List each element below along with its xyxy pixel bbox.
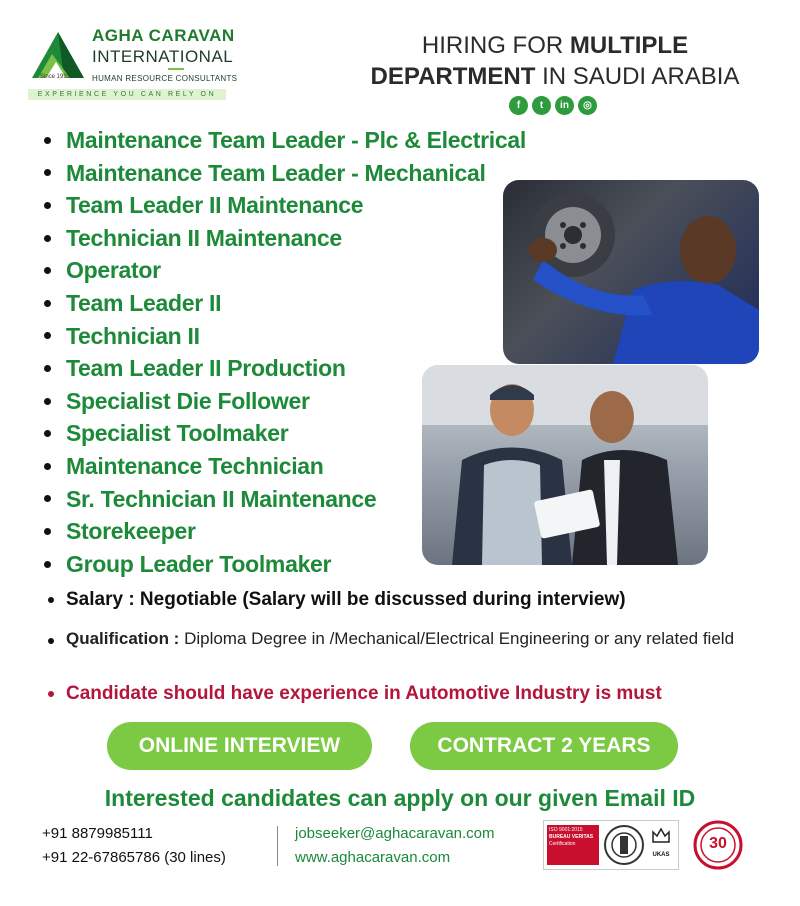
job-title: Sr. Technician II Maintenance xyxy=(66,485,377,512)
managers-illustration xyxy=(422,365,708,565)
twitter-icon[interactable]: t xyxy=(532,96,551,115)
bullet-icon xyxy=(44,463,51,470)
bullet-icon xyxy=(44,137,51,144)
title-part-bold: MULTIPLE xyxy=(569,32,689,59)
job-title: Technician II xyxy=(66,322,200,349)
since-text: Since 1993 xyxy=(40,74,71,80)
job-item xyxy=(44,254,526,287)
phone-primary[interactable]: +91 8879985111 xyxy=(42,825,153,842)
job-title: Group Leader Toolmaker xyxy=(66,550,332,577)
qualification-item xyxy=(48,630,768,648)
job-title: Specialist Die Follower xyxy=(66,387,310,414)
job-item xyxy=(44,124,526,157)
contract-badge: CONTRACT 2 YEARS xyxy=(410,722,678,770)
job-title: Technician II Maintenance xyxy=(66,224,342,251)
job-title: Team Leader II Maintenance xyxy=(66,192,364,219)
job-title: Maintenance Technician xyxy=(66,452,324,479)
job-title: Team Leader II Production xyxy=(66,355,346,382)
brand-divider xyxy=(168,68,184,70)
bureau-veritas-seal-icon xyxy=(604,824,644,866)
anniversary-number: 30 xyxy=(709,835,727,852)
managers-photo xyxy=(422,365,708,565)
candidate-text: Candidate should have experience in Automotive Industry is must xyxy=(66,683,662,704)
mechanic-illustration xyxy=(503,180,759,364)
social-links xyxy=(509,96,597,115)
bullet-icon xyxy=(48,597,54,603)
qualification-label: Qualification : xyxy=(66,629,180,648)
facebook-icon[interactable]: f xyxy=(509,96,528,115)
linkedin-icon[interactable]: in xyxy=(555,96,574,115)
mechanic-photo xyxy=(503,180,759,364)
job-item xyxy=(44,189,526,222)
bullet-icon xyxy=(48,638,54,644)
bullet-icon xyxy=(44,169,51,176)
job-title: Storekeeper xyxy=(66,518,196,545)
job-title: Specialist Toolmaker xyxy=(66,420,289,447)
certification-logo xyxy=(543,820,679,870)
bullet-icon xyxy=(44,430,51,437)
brand-name-line2: INTERNATIONAL xyxy=(92,47,234,66)
page-title xyxy=(350,30,760,92)
bullet-icon xyxy=(44,267,51,274)
ukas-text: UKAS xyxy=(652,852,670,858)
job-item xyxy=(44,320,526,353)
anniversary-badge xyxy=(688,820,748,870)
cert-body-text: BUREAU VERITAS xyxy=(549,834,594,840)
job-item xyxy=(44,287,526,320)
job-title: Maintenance Team Leader - Plc & Electrical xyxy=(66,127,526,153)
website-link[interactable]: www.aghacaravan.com xyxy=(295,849,451,866)
bullet-icon xyxy=(44,332,51,339)
title-part: IN SAUDI ARABIA xyxy=(535,63,740,90)
instagram-icon[interactable]: ◎ xyxy=(578,96,597,115)
qualification-value: Diploma Degree in /Mechanical/Electrical Engineering or any related field xyxy=(179,629,735,648)
salary-text: Salary : Negotiable (Salary will be discussed during interview) xyxy=(66,589,626,610)
bullet-icon xyxy=(44,300,51,307)
bullet-icon xyxy=(44,495,51,502)
online-interview-badge: ONLINE INTERVIEW xyxy=(107,722,372,770)
company-logo-icon xyxy=(30,30,86,80)
bullet-icon xyxy=(44,235,51,242)
apply-instruction: Interested candidates can apply on our given Email ID xyxy=(104,785,696,811)
footer-divider xyxy=(277,826,278,866)
bullet-icon xyxy=(44,561,51,568)
bullet-icon xyxy=(44,365,51,372)
brand-tagline: EXPERIENCE YOU CAN RELY ON xyxy=(28,89,226,100)
job-title: Maintenance Team Leader - Mechanical xyxy=(66,159,486,186)
title-part-bold: DEPARTMENT xyxy=(370,63,536,90)
job-title: Team Leader II xyxy=(66,289,222,316)
bullet-icon xyxy=(44,528,51,535)
cert-label-text: Certification xyxy=(549,841,576,847)
phone-secondary[interactable]: +91 22-67865786 (30 lines) xyxy=(42,849,226,866)
ukas-crown-icon xyxy=(650,825,672,847)
iso-text: ISO 9001:2015 xyxy=(549,827,583,833)
bullet-icon xyxy=(44,398,51,405)
job-item xyxy=(44,222,526,255)
salary-item xyxy=(48,589,626,611)
title-part: HIRING FOR xyxy=(421,32,570,59)
job-item xyxy=(44,157,526,190)
brand-subtitle: HUMAN RESOURCE CONSULTANTS xyxy=(92,74,238,83)
email-link[interactable]: jobseeker@aghacaravan.com xyxy=(295,825,495,842)
job-title: Operator xyxy=(66,257,161,284)
bullet-icon xyxy=(44,202,51,209)
bullet-icon xyxy=(48,691,54,697)
qualification-text xyxy=(66,630,734,648)
candidate-requirement xyxy=(48,683,662,705)
brand-name-line1: AGHA CARAVAN xyxy=(92,26,235,45)
